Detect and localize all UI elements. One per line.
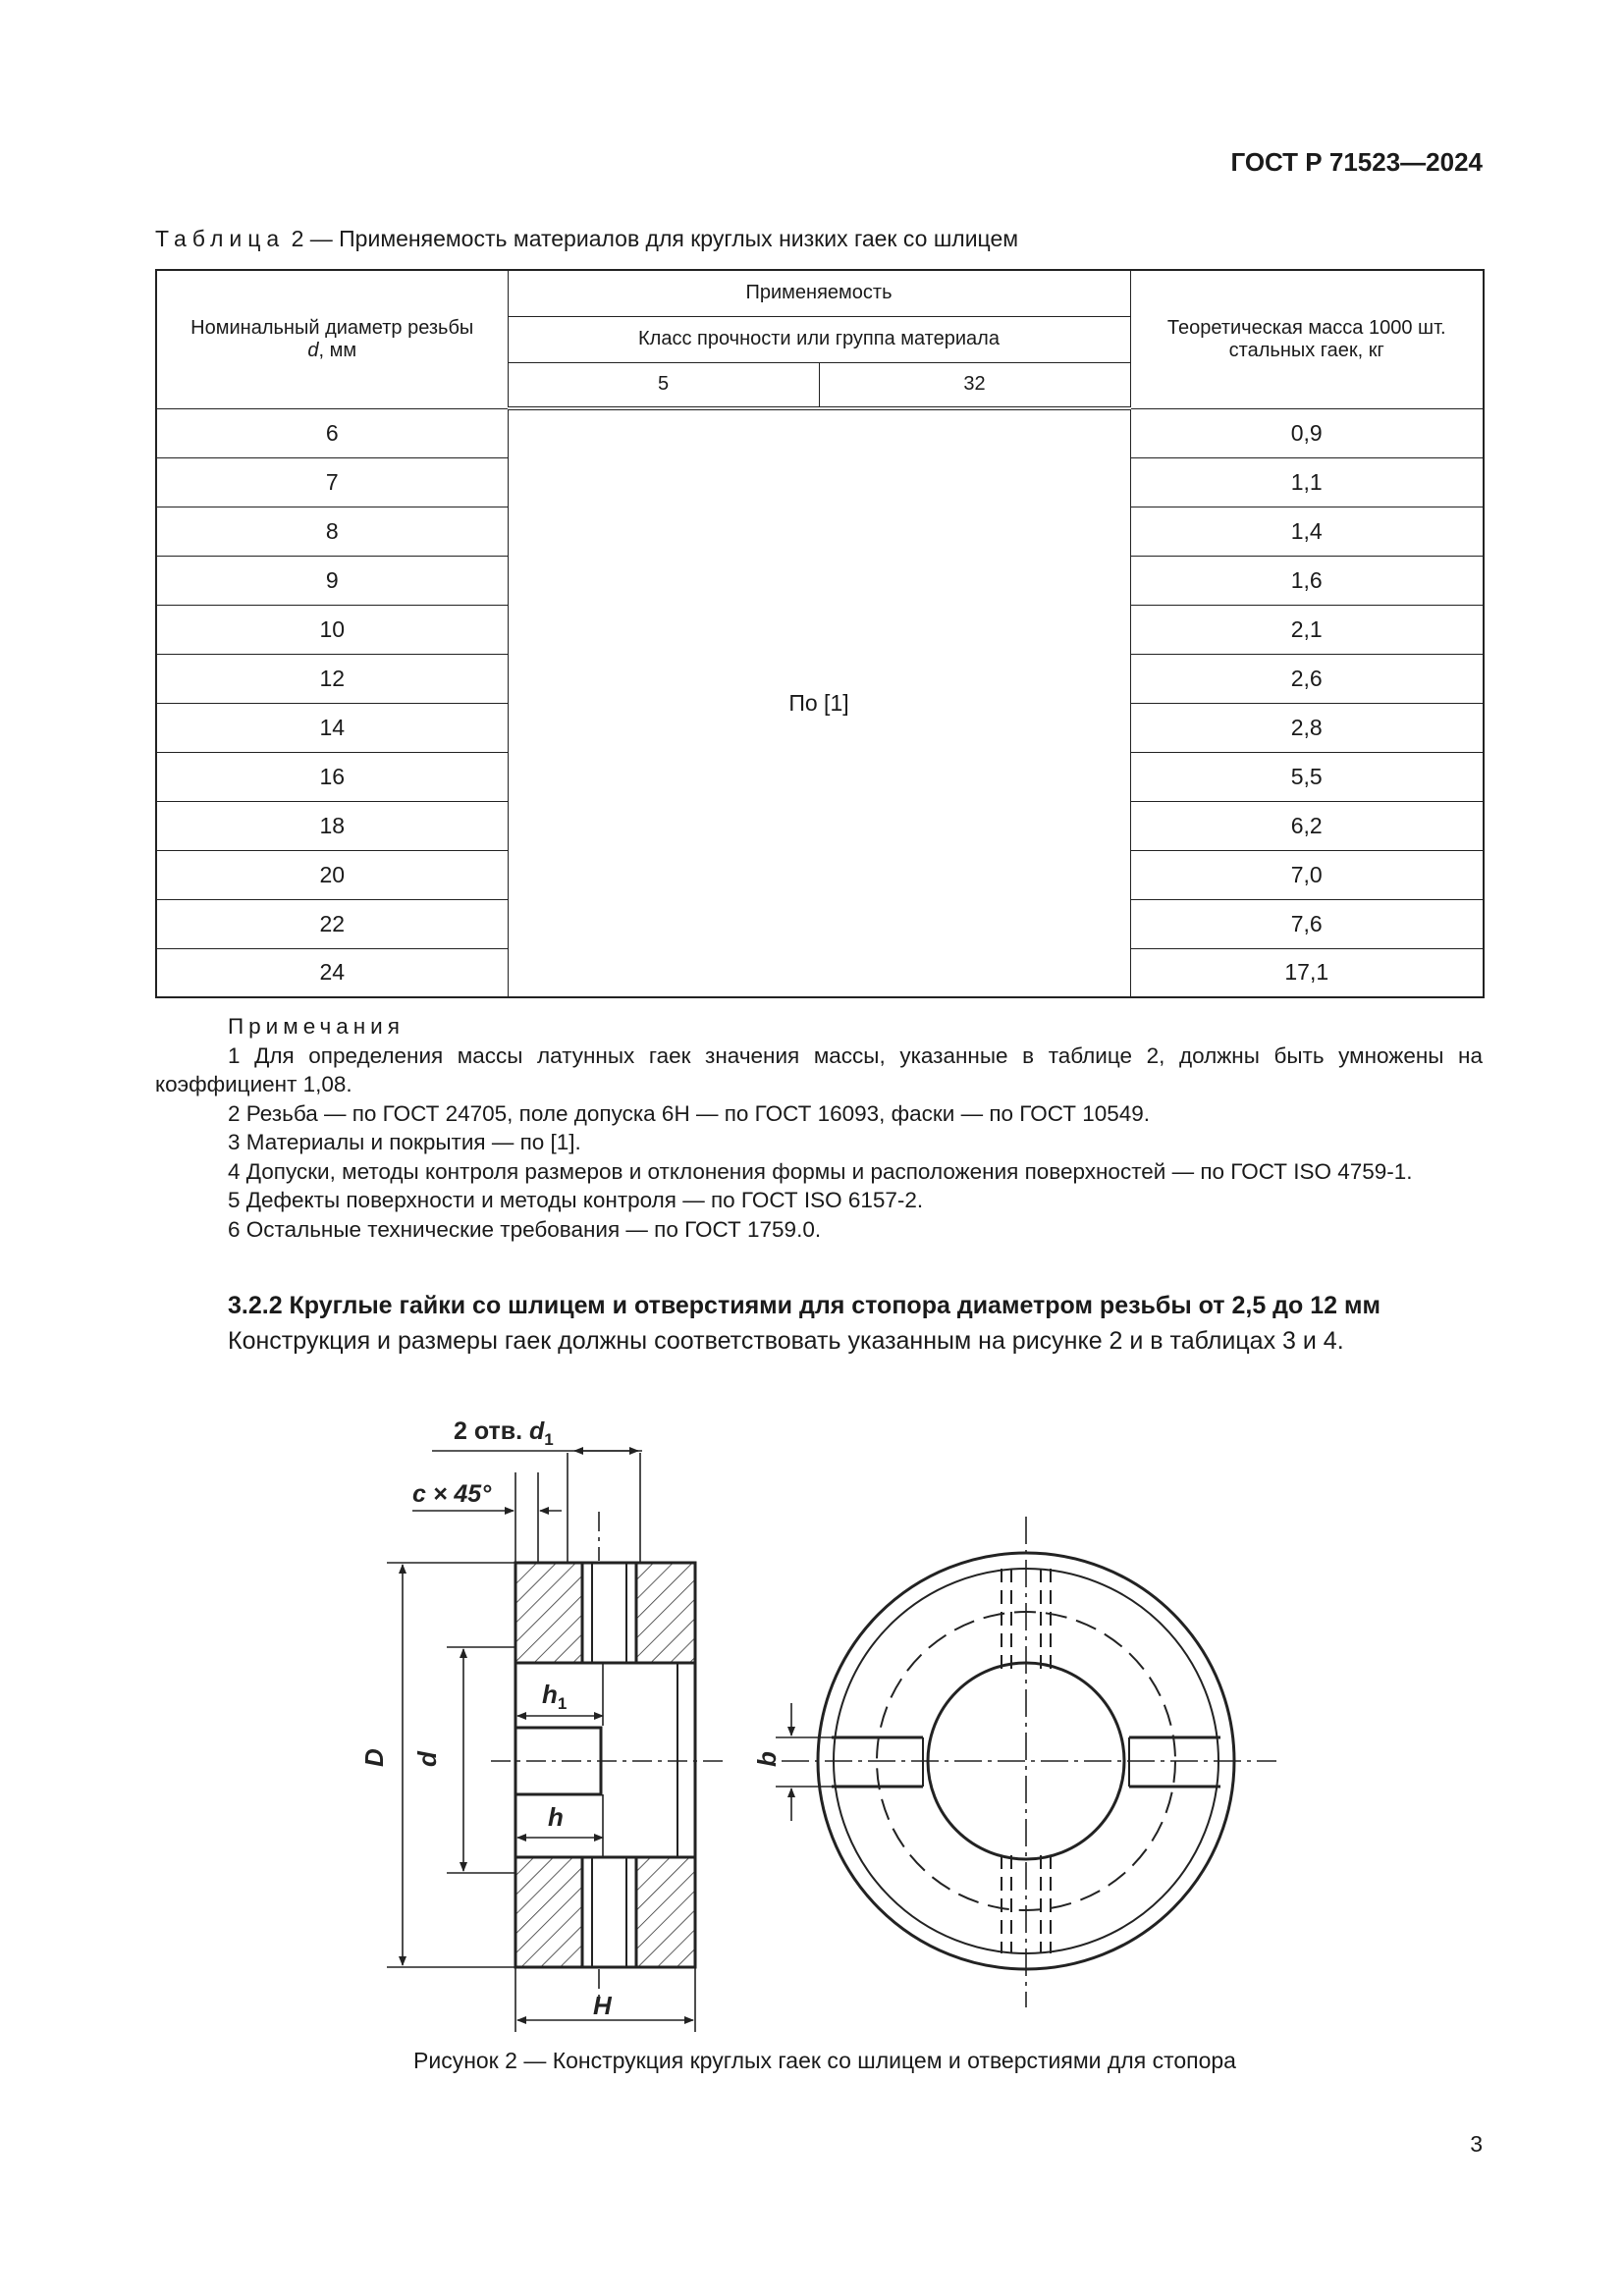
- cell-diameter: 16: [156, 752, 508, 801]
- cell-mass: 2,8: [1130, 703, 1484, 752]
- cell-mass: 1,1: [1130, 457, 1484, 507]
- cell-mass: 2,1: [1130, 605, 1484, 654]
- label-d: d: [412, 1751, 442, 1767]
- cell-diameter: 10: [156, 605, 508, 654]
- lower-hole: [582, 1857, 636, 1967]
- cell-diameter: 8: [156, 507, 508, 556]
- cell-mass: 2,6: [1130, 654, 1484, 703]
- header-diameter-symbol: d: [307, 339, 319, 361]
- cell-mass: 7,6: [1130, 899, 1484, 948]
- cell-diameter: 20: [156, 850, 508, 899]
- hatch-upper-left: [515, 1563, 582, 1663]
- table-caption-label: Таблица: [155, 226, 286, 251]
- cell-mass: 17,1: [1130, 948, 1484, 997]
- front-view: [776, 1517, 1276, 2007]
- label-h1: $h_1$: [542, 1680, 568, 1713]
- header-strength-class: Класс прочности или группа материала: [508, 316, 1130, 362]
- header-class-32: 32: [819, 362, 1130, 408]
- note-item: 6 Остальные технические требования — по ГОСТ 1759.0.: [228, 1216, 822, 1242]
- hatch-lower-right: [636, 1857, 695, 1967]
- note-item: 4 Допуски, методы контроля размеров и отклонения формы и расположения поверхностей — по ГОСТ ISO 4759-1.: [228, 1158, 1413, 1184]
- note-item: 1 Для определения массы латунных гаек значения массы, указанные в таблице 2, должны быть умножены на коэффициент 1,08.: [155, 1042, 1483, 1096]
- cell-diameter: 18: [156, 801, 508, 850]
- header-mass: Теоретическая масса 1000 шт. стальных гаек, кг: [1130, 270, 1484, 408]
- notes-heading: Примечания: [228, 1014, 405, 1039]
- cell-diameter: 9: [156, 556, 508, 605]
- label-H: H: [593, 1991, 612, 2020]
- cell-mass: 1,6: [1130, 556, 1484, 605]
- upper-hole: [582, 1563, 636, 1663]
- section-heading: 3.2.2 Круглые гайки со шлицем и отверстиями для стопора диаметром резьбы от 2,5 до 12 мм: [228, 1292, 1380, 1319]
- hatch-upper-right: [636, 1563, 695, 1663]
- cell-diameter: 12: [156, 654, 508, 703]
- cell-mass: 7,0: [1130, 850, 1484, 899]
- note-item: 3 Материалы и покрытия — по [1].: [228, 1130, 581, 1154]
- label-h: h: [548, 1802, 564, 1832]
- page-number: 3: [1470, 2131, 1483, 2157]
- label-b: b: [752, 1751, 782, 1767]
- label-chamfer: c × 45°: [412, 1480, 492, 1508]
- header-diameter-label: Номинальный диаметр резьбы: [190, 316, 474, 339]
- cell-diameter: 6: [156, 408, 508, 457]
- section-text: Конструкция и размеры гаек должны соответствовать указанным на рисунке 2 и в таблицах 3 и 4.: [228, 1327, 1344, 1355]
- table-caption-text: 2 — Применяемость материалов для круглых низких гаек со шлицем: [291, 226, 1019, 251]
- cell-mass: 1,4: [1130, 507, 1484, 556]
- label-holes: 2 отв. $d_1$: [454, 1417, 554, 1449]
- standard-designation: ГОСТ Р 71523—2024: [1230, 147, 1483, 177]
- cell-mass: 0,9: [1130, 408, 1484, 457]
- cell-diameter: 14: [156, 703, 508, 752]
- header-class-5: 5: [508, 362, 819, 408]
- figure-caption: Рисунок 2 — Конструкция круглых гаек со шлицем и отверстиями для стопора: [413, 2048, 1236, 2073]
- cell-diameter: 7: [156, 457, 508, 507]
- cell-mass: 5,5: [1130, 752, 1484, 801]
- cell-applicability-merged: По [1]: [508, 408, 1130, 997]
- cell-diameter: 22: [156, 899, 508, 948]
- hatch-lower-left: [515, 1857, 582, 1967]
- header-applicability: Применяемость: [508, 270, 1130, 316]
- section-view: [515, 1563, 695, 1967]
- cell-diameter: 24: [156, 948, 508, 997]
- header-diameter-unit: , мм: [318, 339, 357, 361]
- note-item: 5 Дефекты поверхности и методы контроля — по ГОСТ ISO 6157-2.: [228, 1188, 924, 1212]
- label-D: D: [359, 1748, 389, 1767]
- note-item: 2 Резьба — по ГОСТ 24705, поле допуска 6H — по ГОСТ 16093, фаски — по ГОСТ 10549.: [228, 1100, 1151, 1126]
- cell-mass: 6,2: [1130, 801, 1484, 850]
